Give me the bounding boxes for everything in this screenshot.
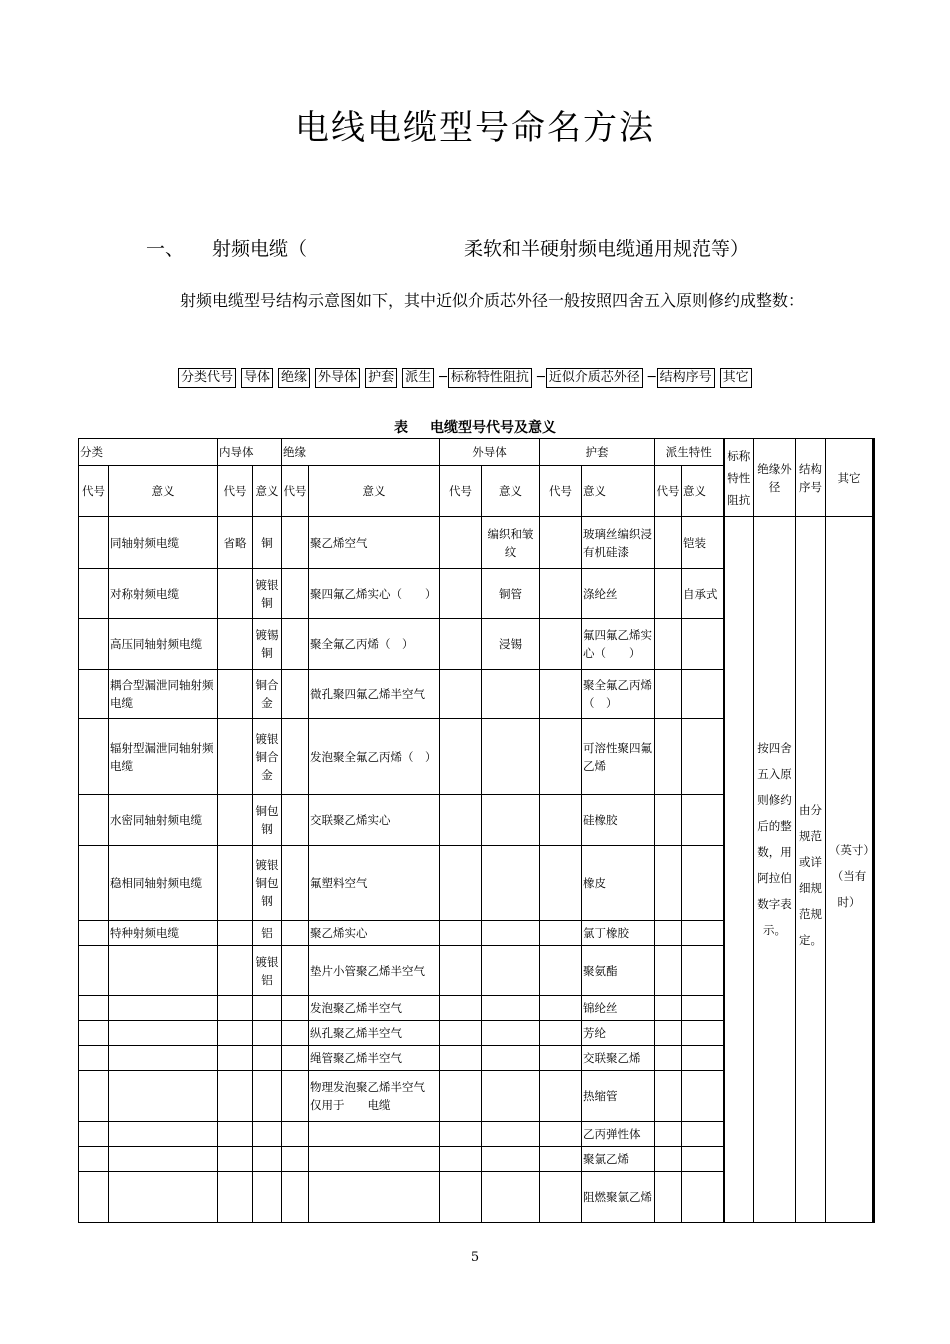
inner-meaning	[253, 1122, 282, 1147]
sheath-code	[540, 1147, 582, 1172]
sheath-code	[540, 946, 582, 996]
derived-meaning	[682, 996, 724, 1021]
serial-note: 由分规范或详细规范规定。	[796, 517, 826, 1223]
sheath-meaning: 可溶性聚四氟乙烯	[582, 719, 655, 795]
inner-meaning: 镀锡铜	[253, 619, 282, 670]
sheath-meaning: 硅橡胶	[582, 795, 655, 846]
header-serial: 结构序号	[796, 439, 826, 517]
impedance-cell	[724, 517, 754, 1223]
derived-meaning	[682, 1122, 724, 1147]
outer-meaning: 浸锡	[482, 619, 540, 670]
der-code	[655, 569, 682, 619]
chain-separator: ─	[536, 370, 545, 385]
caption-text: 电缆型号代号及意义	[430, 420, 556, 436]
cat-code	[79, 1172, 109, 1223]
inner-code	[218, 795, 253, 846]
chain-box: 导体	[241, 368, 273, 388]
derived-meaning	[682, 795, 724, 846]
sheath-meaning: 聚氯乙烯	[582, 1147, 655, 1172]
sheath-code	[540, 1021, 582, 1046]
inner-meaning: 铝	[253, 921, 282, 946]
outer-meaning	[482, 719, 540, 795]
insulation-meaning: 交联聚乙烯实心	[309, 795, 440, 846]
ins-code	[282, 569, 309, 619]
section-number: 一、	[146, 238, 185, 260]
model-structure-chain	[178, 368, 757, 388]
category-meaning: 对称射频电缆	[109, 569, 218, 619]
sheath-meaning: 氟四氟乙烯实心（ ）	[582, 619, 655, 670]
header-meaning: 意义	[482, 466, 540, 517]
header-code: 代号	[79, 466, 109, 517]
inner-code	[218, 921, 253, 946]
inner-code	[218, 1071, 253, 1122]
cat-code	[79, 1071, 109, 1122]
cat-code	[79, 1122, 109, 1147]
sheath-code	[540, 569, 582, 619]
der-code	[655, 719, 682, 795]
outer-meaning	[482, 1122, 540, 1147]
category-meaning	[109, 996, 218, 1021]
derived-meaning	[682, 846, 724, 921]
section-subtitle: 柔软和半硬射频电缆通用规范等）	[464, 238, 750, 260]
outer-meaning	[482, 996, 540, 1021]
inner-code	[218, 1046, 253, 1071]
category-meaning	[109, 1172, 218, 1223]
header-meaning: 意义	[109, 466, 218, 517]
outer-code	[440, 795, 482, 846]
outer-code	[440, 1172, 482, 1223]
insulation-meaning: 氟塑料空气	[309, 846, 440, 921]
inner-meaning: 铜包钢	[253, 795, 282, 846]
outer-meaning	[482, 921, 540, 946]
der-code	[655, 1071, 682, 1122]
outer-meaning	[482, 1021, 540, 1046]
header-impedance: 标称特性阻抗	[724, 439, 754, 517]
ins-code	[282, 517, 309, 569]
inner-meaning: 镀银铝	[253, 946, 282, 996]
inner-meaning	[253, 1172, 282, 1223]
derived-meaning: 铠装	[682, 517, 724, 569]
inner-code	[218, 1147, 253, 1172]
sheath-code	[540, 1172, 582, 1223]
inner-code	[218, 619, 253, 670]
chain-box: 派生	[402, 368, 434, 388]
cat-code	[79, 795, 109, 846]
outer-meaning	[482, 846, 540, 921]
header-other: 其它	[826, 439, 874, 517]
cat-code	[79, 1046, 109, 1071]
derived-meaning	[682, 670, 724, 719]
category-meaning: 稳相同轴射频电缆	[109, 846, 218, 921]
intro-paragraph: 射频电缆型号结构示意图如下，其中近似介质芯外径一般按照四舍五入原则修约成整数：	[180, 291, 805, 310]
ins-code	[282, 619, 309, 670]
ins-code	[282, 670, 309, 719]
inner-code	[218, 1172, 253, 1223]
category-meaning	[109, 1046, 218, 1071]
category-meaning: 耦合型漏泄同轴射频电缆	[109, 670, 218, 719]
category-meaning: 水密同轴射频电缆	[109, 795, 218, 846]
outer-code	[440, 569, 482, 619]
der-code	[655, 1046, 682, 1071]
outer-code	[440, 670, 482, 719]
outer-code	[440, 1021, 482, 1046]
chain-box: 近似介质芯外径	[546, 368, 643, 388]
inner-code	[218, 1122, 253, 1147]
header-diameter: 绝缘外径	[754, 439, 796, 517]
chain-separator: ─	[647, 370, 656, 385]
insulation-meaning: 聚全氟乙丙烯（ ）	[309, 619, 440, 670]
chain-box: 外导体	[315, 368, 360, 388]
sheath-meaning: 涤纶丝	[582, 569, 655, 619]
insulation-meaning: 发泡聚乙烯半空气	[309, 996, 440, 1021]
header-code: 代号	[655, 466, 682, 517]
header-sheath: 护套	[540, 439, 655, 466]
outer-meaning	[482, 946, 540, 996]
inner-meaning	[253, 1071, 282, 1122]
outer-code	[440, 996, 482, 1021]
ins-code	[282, 1172, 309, 1223]
cat-code	[79, 619, 109, 670]
sheath-meaning: 乙丙弹性体	[582, 1122, 655, 1147]
insulation-meaning: 聚四氟乙烯实心（ ）	[309, 569, 440, 619]
section-heading	[146, 234, 749, 261]
outer-meaning	[482, 1147, 540, 1172]
table-row	[79, 517, 874, 569]
ins-code	[282, 795, 309, 846]
sheath-meaning: 锦纶丝	[582, 996, 655, 1021]
derived-meaning	[682, 1021, 724, 1046]
header-meaning: 意义	[309, 466, 440, 517]
outer-code	[440, 846, 482, 921]
header-code: 代号	[282, 466, 309, 517]
sheath-code	[540, 921, 582, 946]
chain-separator: ─	[439, 370, 447, 385]
der-code	[655, 1172, 682, 1223]
inner-code	[218, 1021, 253, 1046]
header-insulation: 绝缘	[282, 439, 440, 466]
derived-meaning	[682, 619, 724, 670]
outer-meaning	[482, 795, 540, 846]
outer-code	[440, 921, 482, 946]
derived-meaning	[682, 1046, 724, 1071]
ins-code	[282, 921, 309, 946]
header-meaning: 意义	[582, 466, 655, 517]
insulation-meaning	[309, 1122, 440, 1147]
page-number: 5	[470, 1250, 480, 1265]
inner-code	[218, 846, 253, 921]
sheath-meaning: 聚氨酯	[582, 946, 655, 996]
chain-box: 护套	[365, 368, 397, 388]
der-code	[655, 1021, 682, 1046]
header-code: 代号	[440, 466, 482, 517]
header-code: 代号	[540, 466, 582, 517]
diameter-note: 按四舍五入原则修约后的整数，用阿拉伯数字表示。	[754, 517, 796, 1223]
cat-code	[79, 996, 109, 1021]
header-inner-conductor: 内导体	[218, 439, 282, 466]
sheath-meaning: 芳纶	[582, 1021, 655, 1046]
outer-code	[440, 1147, 482, 1172]
inner-meaning: 铜	[253, 517, 282, 569]
ins-code	[282, 946, 309, 996]
header-code: 代号	[218, 466, 253, 517]
ins-code	[282, 1046, 309, 1071]
outer-meaning: 编织和皱纹	[482, 517, 540, 569]
cat-code	[79, 569, 109, 619]
derived-meaning	[682, 1147, 724, 1172]
inner-code	[218, 719, 253, 795]
der-code	[655, 946, 682, 996]
inner-meaning: 镀银铜	[253, 569, 282, 619]
category-meaning: 同轴射频电缆	[109, 517, 218, 569]
insulation-meaning	[309, 1172, 440, 1223]
cat-code	[79, 1021, 109, 1046]
cat-code	[79, 670, 109, 719]
outer-code	[440, 619, 482, 670]
outer-code	[440, 517, 482, 569]
outer-meaning: 铜管	[482, 569, 540, 619]
sheath-code	[540, 846, 582, 921]
insulation-meaning: 绳管聚乙烯半空气	[309, 1046, 440, 1071]
sheath-meaning: 热缩管	[582, 1071, 655, 1122]
insulation-meaning: 物理发泡聚乙烯半空气 仅用于 电缆	[309, 1071, 440, 1122]
cat-code	[79, 946, 109, 996]
der-code	[655, 996, 682, 1021]
inner-meaning: 镀银铜包钢	[253, 846, 282, 921]
insulation-meaning	[309, 1147, 440, 1172]
inner-meaning: 铜合金	[253, 670, 282, 719]
outer-code	[440, 1071, 482, 1122]
inner-code	[218, 569, 253, 619]
sheath-code	[540, 1122, 582, 1147]
header-derived: 派生特性	[655, 439, 724, 466]
outer-code	[440, 946, 482, 996]
ins-code	[282, 1071, 309, 1122]
header-meaning: 意义	[682, 466, 724, 517]
header-meaning: 意义	[253, 466, 282, 517]
category-meaning	[109, 1071, 218, 1122]
der-code	[655, 670, 682, 719]
sheath-meaning: 交联聚乙烯	[582, 1046, 655, 1071]
sheath-meaning: 橡皮	[582, 846, 655, 921]
outer-meaning	[482, 670, 540, 719]
outer-meaning	[482, 1071, 540, 1122]
table-caption	[0, 417, 950, 437]
der-code	[655, 795, 682, 846]
chain-box: 绝缘	[278, 368, 310, 388]
der-code	[655, 517, 682, 569]
inner-meaning	[253, 996, 282, 1021]
cat-code	[79, 846, 109, 921]
inner-code	[218, 670, 253, 719]
category-meaning	[109, 1021, 218, 1046]
outer-code	[440, 1122, 482, 1147]
cat-code	[79, 719, 109, 795]
der-code	[655, 1122, 682, 1147]
ins-code	[282, 846, 309, 921]
sheath-meaning: 玻璃丝编织浸有机硅漆	[582, 517, 655, 569]
category-meaning	[109, 946, 218, 996]
outer-meaning	[482, 1046, 540, 1071]
sheath-code	[540, 1046, 582, 1071]
inner-code	[218, 946, 253, 996]
outer-code	[440, 1046, 482, 1071]
section-title: 射频电缆（	[212, 238, 308, 260]
sheath-code	[540, 517, 582, 569]
caption-label: 表	[394, 420, 408, 436]
other-note: （英寸）（当有时）	[826, 517, 874, 1223]
ins-code	[282, 1122, 309, 1147]
derived-meaning	[682, 719, 724, 795]
chain-box: 分类代号	[178, 368, 236, 388]
chain-box: 结构序号	[657, 368, 715, 388]
der-code	[655, 619, 682, 670]
sheath-code	[540, 619, 582, 670]
category-meaning: 特种射频电缆	[109, 921, 218, 946]
sheath-code	[540, 670, 582, 719]
sheath-meaning: 阻燃聚氯乙烯	[582, 1172, 655, 1223]
derived-meaning	[682, 946, 724, 996]
derived-meaning	[682, 1172, 724, 1223]
der-code	[655, 921, 682, 946]
inner-code	[218, 996, 253, 1021]
category-meaning	[109, 1147, 218, 1172]
insulation-meaning: 聚乙烯空气	[309, 517, 440, 569]
sheath-code	[540, 1071, 582, 1122]
cat-code	[79, 1147, 109, 1172]
sheath-code	[540, 996, 582, 1021]
chain-box: 标称特性阻抗	[448, 368, 532, 388]
insulation-meaning: 聚乙烯实心	[309, 921, 440, 946]
inner-meaning	[253, 1021, 282, 1046]
sheath-meaning: 氯丁橡胶	[582, 921, 655, 946]
derived-meaning	[682, 921, 724, 946]
outer-code	[440, 719, 482, 795]
inner-meaning	[253, 1046, 282, 1071]
header-category: 分类	[79, 439, 218, 466]
insulation-meaning: 垫片小管聚乙烯半空气	[309, 946, 440, 996]
inner-meaning	[253, 1147, 282, 1172]
derived-meaning	[682, 1071, 724, 1122]
der-code	[655, 1147, 682, 1172]
derived-meaning: 自承式	[682, 569, 724, 619]
ins-code	[282, 1147, 309, 1172]
der-code	[655, 846, 682, 921]
header-outer-conductor: 外导体	[440, 439, 540, 466]
category-meaning	[109, 1122, 218, 1147]
insulation-meaning: 微孔聚四氟乙烯半空气	[309, 670, 440, 719]
sheath-code	[540, 795, 582, 846]
category-meaning: 高压同轴射频电缆	[109, 619, 218, 670]
chain-box: 其它	[720, 368, 752, 388]
code-table	[78, 438, 875, 1223]
ins-code	[282, 719, 309, 795]
cat-code	[79, 921, 109, 946]
category-meaning: 辐射型漏泄同轴射频电缆	[109, 719, 218, 795]
sheath-code	[540, 719, 582, 795]
page-title: 电线电缆型号命名方法	[295, 108, 655, 148]
outer-meaning	[482, 1172, 540, 1223]
sheath-meaning: 聚全氟乙丙烯（ ）	[582, 670, 655, 719]
inner-code: 省略	[218, 517, 253, 569]
insulation-meaning: 发泡聚全氟乙丙烯（ ）	[309, 719, 440, 795]
insulation-meaning: 纵孔聚乙烯半空气	[309, 1021, 440, 1046]
inner-meaning: 镀银铜合金	[253, 719, 282, 795]
ins-code	[282, 996, 309, 1021]
cat-code	[79, 517, 109, 569]
ins-code	[282, 1021, 309, 1046]
